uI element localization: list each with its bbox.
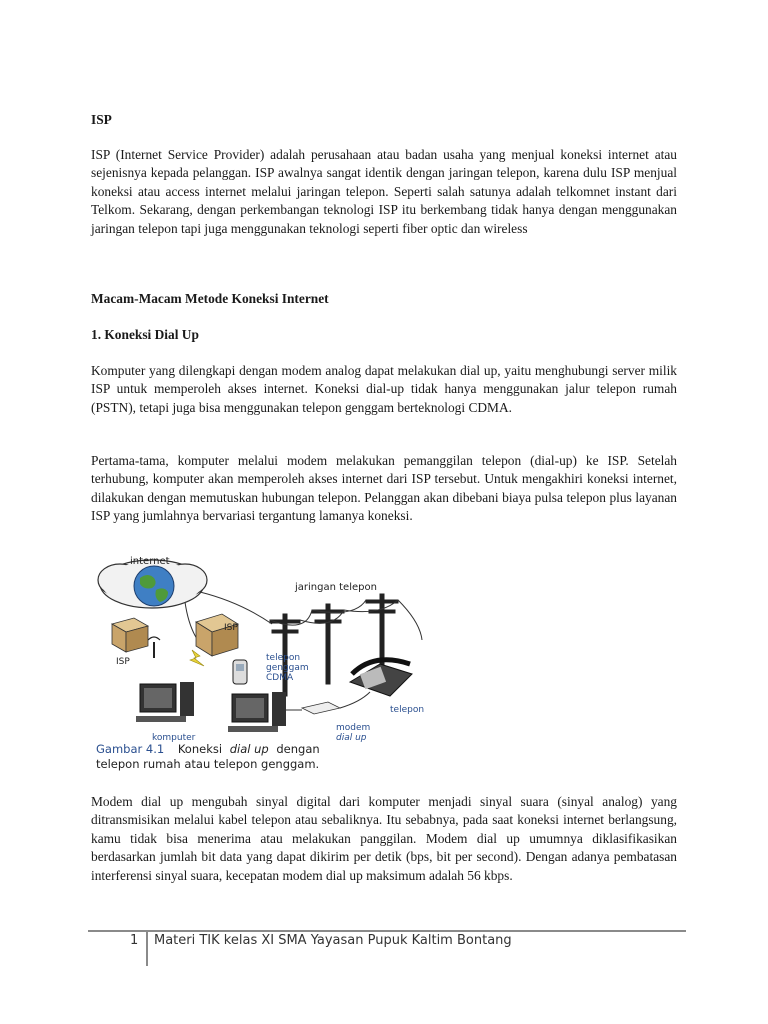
label-isp: ISP [116, 657, 130, 667]
dialup-heading: 1. Koneksi Dial Up [91, 327, 199, 342]
figure-caption-line1 [96, 742, 320, 756]
caption-rest: dengan [276, 742, 320, 756]
label-telepon-genggam-3: CDMA [266, 673, 294, 683]
footer-vertical-divider [146, 930, 148, 966]
figure-caption-line2: telepon rumah atau telepon genggam. [96, 757, 320, 771]
page-footer [88, 930, 686, 966]
footer-divider [88, 930, 686, 932]
globe-icon [134, 566, 174, 606]
label-modem-2: dial up [336, 733, 367, 743]
modem-paragraph: Modem dial up mengubah sinyal digital dari komputer menjadi sinyal suara (sinyal analog) yang ditransmisikan melalui kabel telepon atau sebaliknya. Itu sebabnya, pada saat koneksi internet berlangsung, kamu tidak bisa menerima atau melakukan panggilan. Modem dial up umumnya diklasifikasikan berdasarkan jumlah bit data yang dapat dikirim per detik (bps, bit per second). Dengan adanya pembatasan interferensi sinyal suara, kecepatan modem dial up maksimum adalah 56 kbps. [91, 794, 677, 883]
caption-main: Koneksi [177, 742, 223, 756]
label-isp-box: ISP [224, 623, 238, 633]
cellphone-icon [233, 660, 247, 684]
label-jaringan: jaringan telepon [295, 582, 377, 593]
label-telepon-genggam-1: telepon [266, 653, 301, 663]
dialup-paragraph-1: Komputer yang dilengkapi dengan modem analog dapat melakukan dial up, yaitu menghubungi server milik ISP untuk memperoleh akses internet. Koneksi dial-up tidak hanya menggunakan jalur telepon rumah (PSTN), tetapi juga bisa menggunakan telepon genggam berteknologi CDMA. [91, 363, 677, 415]
label-internet: internet [130, 556, 170, 567]
label-komputer: komputer [152, 733, 196, 743]
dialup-figure [90, 552, 440, 777]
label-telepon-genggam-2: genggam [266, 663, 309, 673]
methods-heading: Macam-Macam Metode Koneksi Internet [91, 291, 329, 306]
label-modem-1: modem [336, 723, 371, 733]
dialup-paragraph-2: Pertama-tama, komputer melalui modem melakukan pemanggilan telepon (dial-up) ke ISP. Setelah terhubung, komputer akan memperoleh akses internet dari ISP tersebut. Untuk mengakhiri koneksi internet, dilakukan dengan memutuskan hubungan telepon. Pelanggan akan dibebani biaya pulsa telepon plus layanan ISP yang jumlahnya bervariasi tergantung lamanya koneksi. [91, 453, 677, 524]
isp-paragraph: ISP (Internet Service Provider) adalah perusahaan atau badan usaha yang menjual koneksi internet atau sejenisnya kepada pelanggan. ISP awalnya sangat identik dengan jaringan telepon, karena dulu ISP menjual koneksi atau access internet melalui jaringan telepon. Seperti salah satunya adalah telkomnet instant dari Telkom. Sekarang, dengan perkembangan teknologi ISP itu berkembang tidak hanya dengan menggunakan jaringan telepon tapi juga menggunakan teknologi seperti fiber optic dan wireless [91, 147, 677, 236]
footer-text: Materi TIK kelas XI SMA Yayasan Pupuk Kaltim Bontang [154, 933, 512, 948]
isp-heading: ISP [91, 112, 112, 127]
label-telepon: telepon [390, 705, 425, 715]
caption-prefix: Gambar 4.1 [96, 742, 165, 756]
caption-italic: dial up [229, 742, 269, 756]
page-number: 1 [130, 933, 139, 948]
